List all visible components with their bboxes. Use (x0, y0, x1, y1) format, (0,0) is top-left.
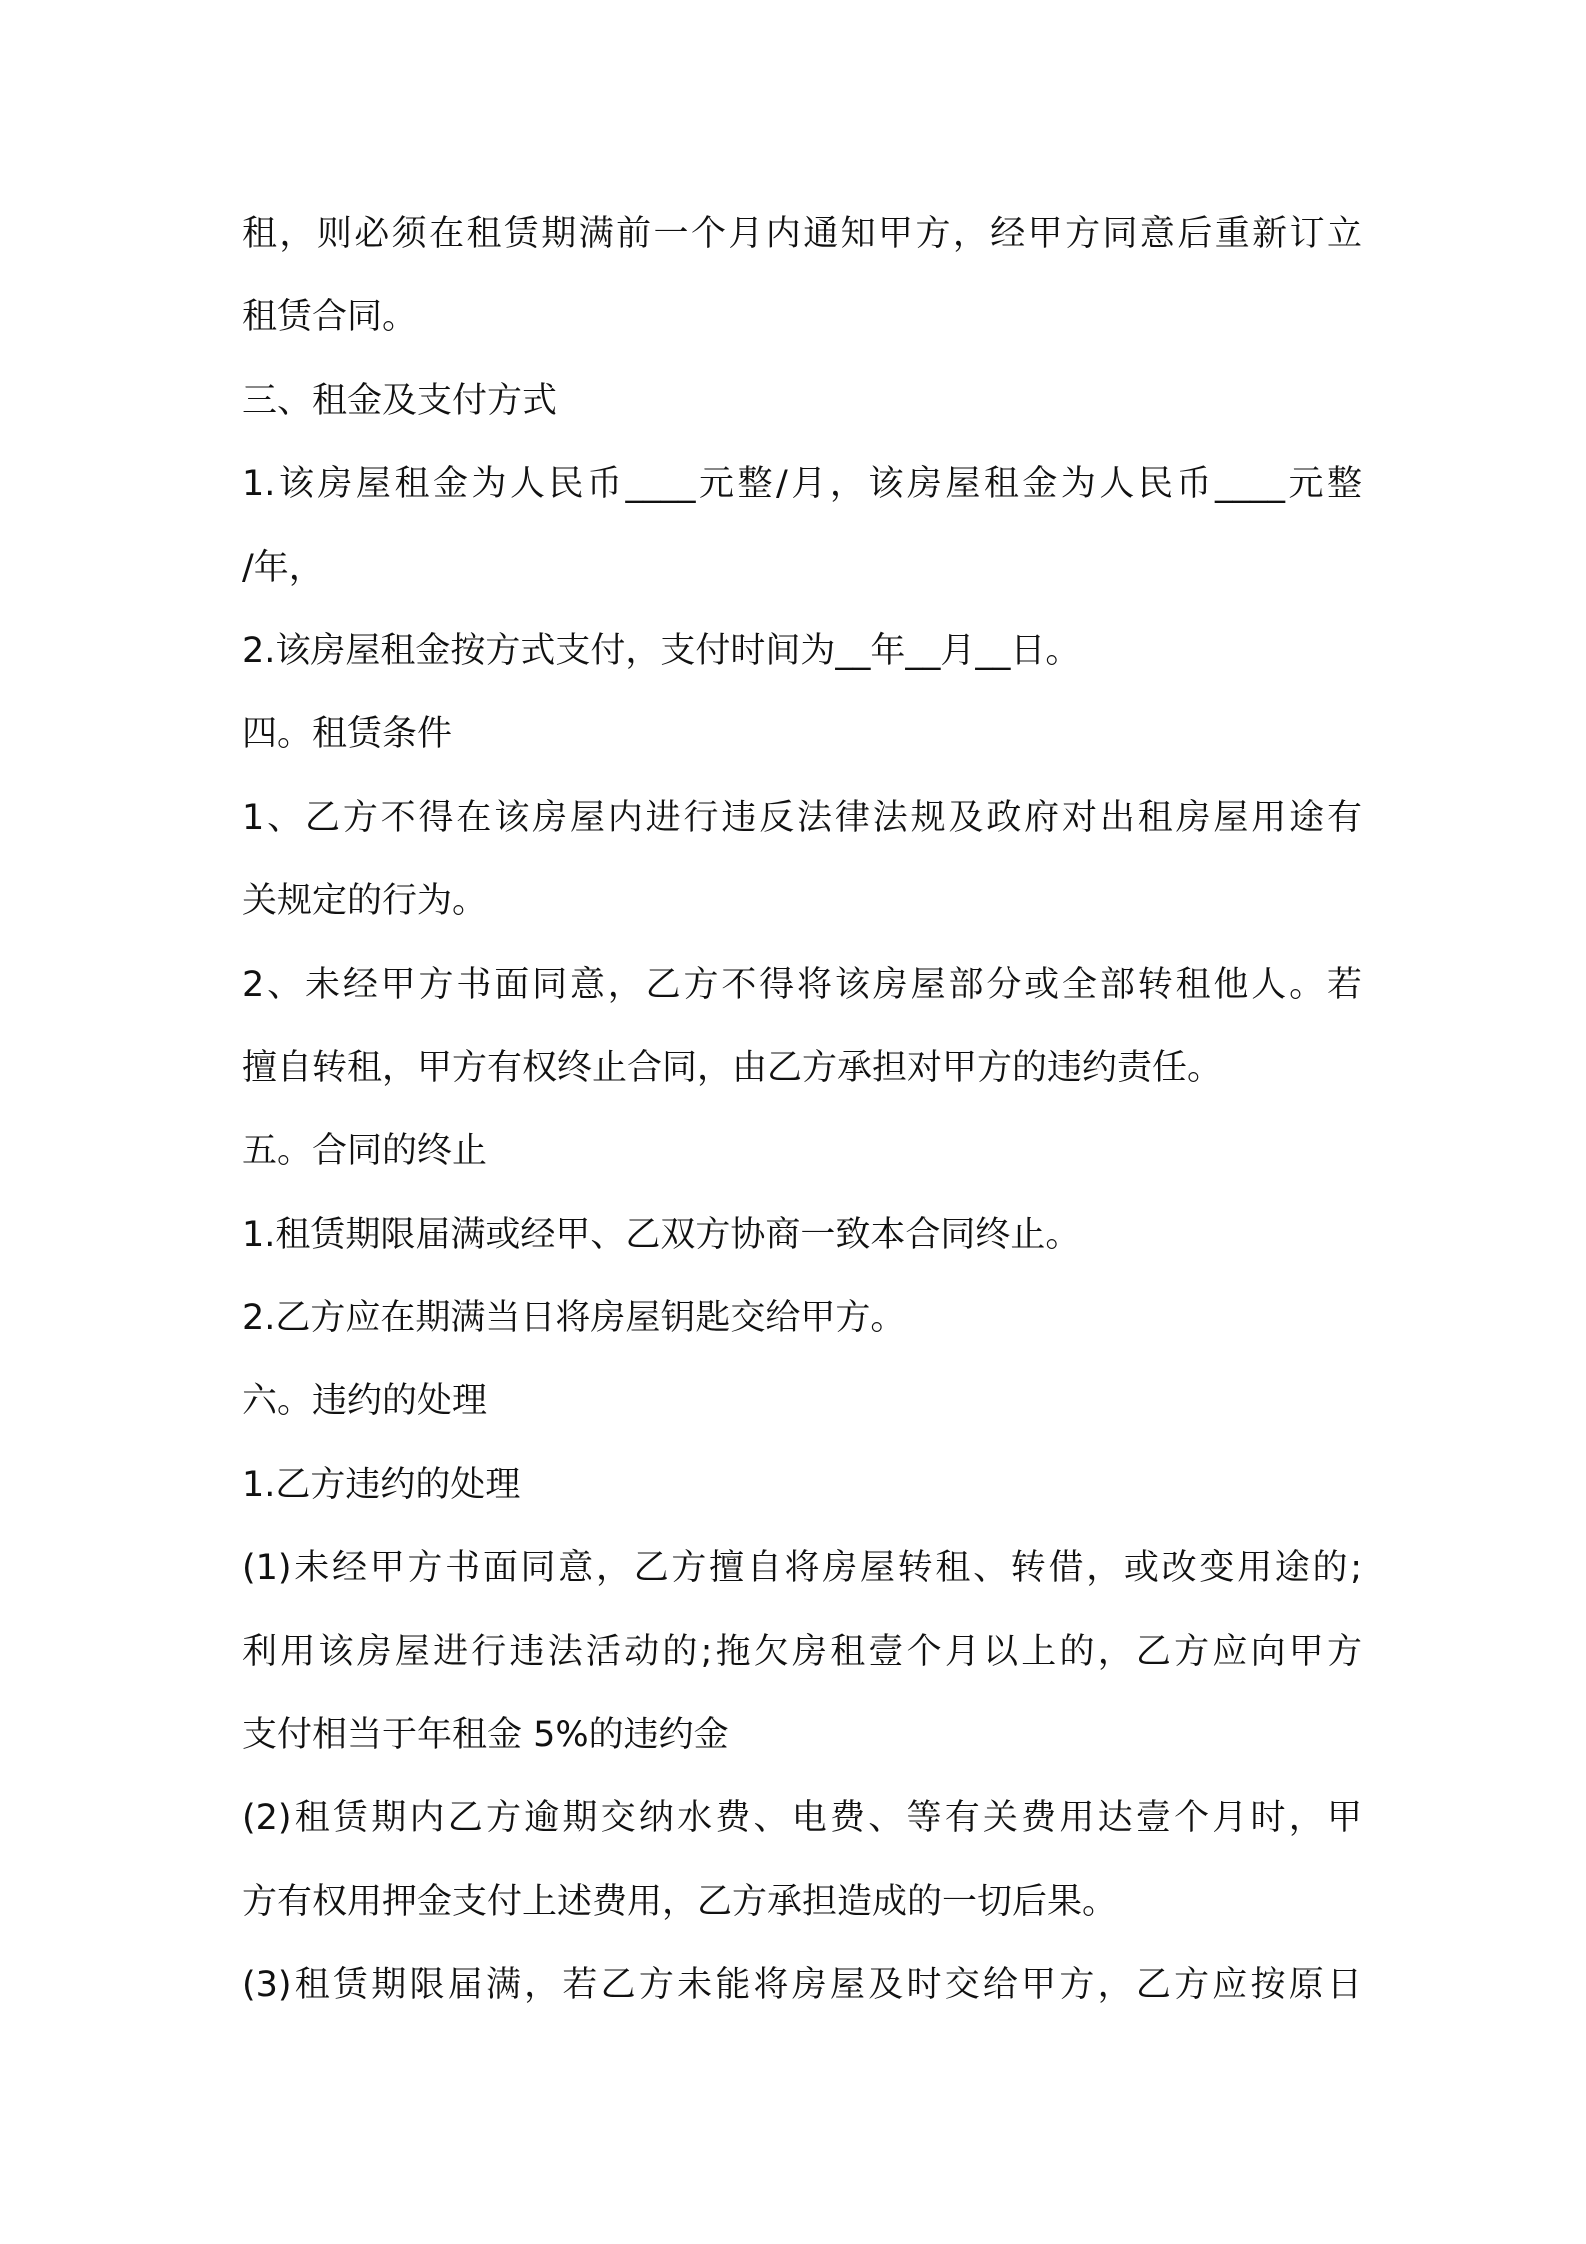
text-line: (3)租赁期限届满，若乙方未能将房屋及时交给甲方，乙方应按原日 (242, 1965, 1362, 2006)
text-line: 关规定的行为。 (242, 881, 488, 922)
text-line: (2)租赁期内乙方逾期交纳水费、电费、等有关费用达壹个月时，甲 (242, 1798, 1362, 1839)
text-line: 2.乙方应在期满当日将房屋钥匙交给甲方。 (242, 1298, 906, 1339)
section-heading: 四。租赁条件 (242, 714, 453, 755)
section-heading: 六。违约的处理 (242, 1381, 488, 1422)
text-line: 2、未经甲方书面同意，乙方不得将该房屋部分或全部转租他人。若 (242, 964, 1362, 1005)
text-line: (1)未经甲方书面同意，乙方擅自将房屋转租、转借，或改变用途的; (242, 1548, 1362, 1589)
document-body (242, 193, 1362, 2028)
text-line: 1.租赁期限届满或经甲、乙双方协商一致本合同终止。 (242, 1214, 1081, 1255)
text-line: 支付相当于年租金 5%的违约金 (242, 1715, 729, 1756)
section-heading: 五。合同的终止 (242, 1131, 488, 1172)
text-line: 1.乙方违约的处理 (242, 1464, 521, 1505)
text-line: 租，则必须在租赁期满前一个月内通知甲方，经甲方同意后重新订立 (242, 214, 1362, 254)
text-line: /年， (242, 547, 324, 588)
text-line: 1.该房屋租金为人民币____元整/月，该房屋租金为人民币____元整 (242, 464, 1362, 505)
text-line: 利用该房屋进行违法活动的;拖欠房租壹个月以上的，乙方应向甲方 (242, 1631, 1362, 1672)
text-line: 擅自转租，甲方有权终止合同，由乙方承担对甲方的违约责任。 (242, 1047, 1223, 1088)
section-heading: 三、租金及支付方式 (242, 380, 558, 421)
text-line: 方有权用押金支付上述费用，乙方承担造成的一切后果。 (242, 1881, 1118, 1922)
text-line: 2.该房屋租金按方式支付，支付时间为__年__月__日。 (242, 630, 1081, 671)
text-line: 1、乙方不得在该房屋内进行违反法律法规及政府对出租房屋用途有 (242, 797, 1362, 838)
text-line: 租赁合同。 (242, 297, 418, 338)
